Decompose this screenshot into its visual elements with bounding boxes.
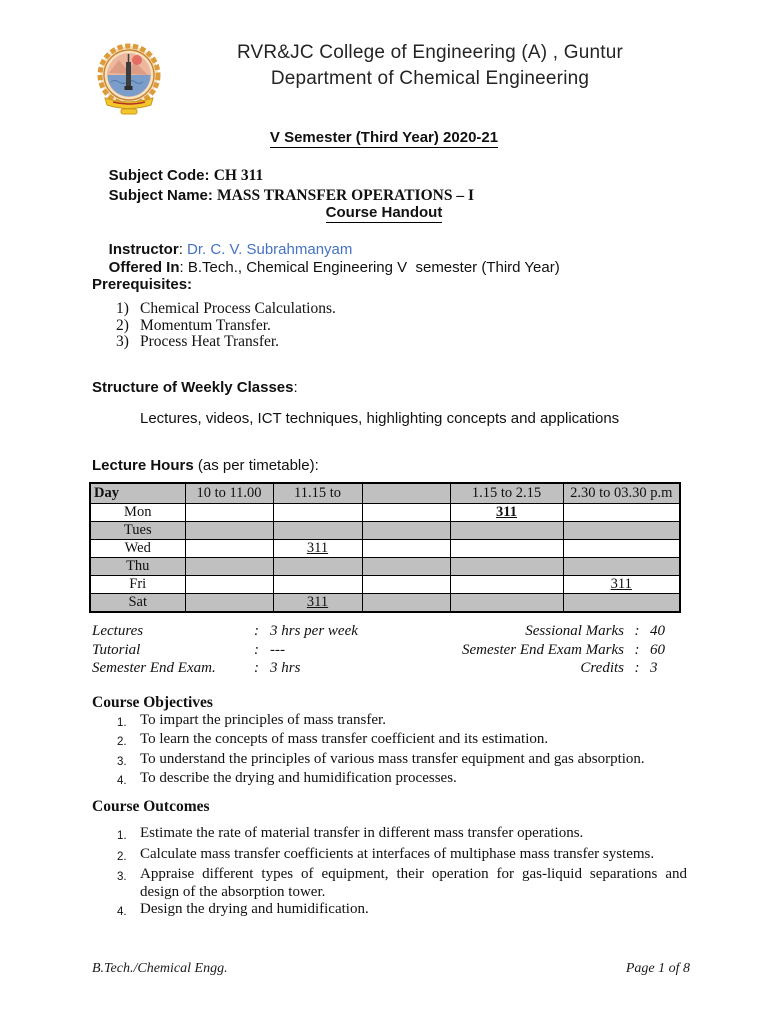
timetable-cell bbox=[362, 594, 450, 613]
timetable-cell bbox=[450, 522, 563, 540]
timetable-header-slot-1: 10 to 11.00 bbox=[185, 483, 273, 504]
info-label: Semester End Exam. bbox=[92, 660, 216, 676]
outcome-item bbox=[117, 901, 687, 922]
objective-item-text: To describe the drying and humidification processes. bbox=[140, 769, 457, 786]
timetable-cell bbox=[563, 540, 680, 558]
objective-item-number: 1. bbox=[117, 717, 127, 729]
objective-item-number: 4. bbox=[117, 774, 127, 787]
prerequisite-item-text: Process Heat Transfer. bbox=[140, 333, 280, 350]
timetable-cell bbox=[273, 576, 362, 594]
timetable-day: Thu bbox=[90, 558, 185, 576]
room-number: 311 bbox=[496, 504, 517, 520]
outcome-item-text: Design the drying and humidification. bbox=[140, 901, 369, 917]
subject-name-label: Subject Name: bbox=[108, 187, 218, 204]
offered-in-label: Offered In bbox=[108, 259, 180, 276]
course-handout-heading-text: Course Handout bbox=[325, 204, 443, 221]
timetable-cell bbox=[362, 522, 450, 540]
semester-heading bbox=[0, 129, 768, 148]
prerequisite-item bbox=[116, 301, 336, 318]
lecture-hours-heading bbox=[92, 457, 319, 474]
timetable-header-slot-2: 11.15 to bbox=[273, 483, 362, 504]
lecture-hours-table bbox=[89, 482, 681, 613]
outcome-item bbox=[117, 846, 687, 867]
course-outcomes-list bbox=[117, 825, 687, 922]
subject-code-label: Subject Code: bbox=[108, 167, 214, 184]
document-header bbox=[180, 40, 680, 92]
timetable-cell bbox=[185, 504, 273, 522]
room-number: 311 bbox=[610, 576, 632, 592]
info-row-tutorial bbox=[92, 641, 392, 660]
timetable-day: Mon bbox=[90, 504, 185, 522]
info-separator: : bbox=[254, 641, 259, 658]
prerequisites-heading: Prerequisites: bbox=[92, 276, 193, 293]
subject-code-value: CH 311 bbox=[213, 167, 264, 184]
course-objectives-heading: Course Objectives bbox=[92, 694, 213, 711]
prerequisite-item-text: Momentum Transfer. bbox=[140, 316, 271, 334]
outcome-item-number: 2. bbox=[117, 850, 127, 863]
outcome-item bbox=[117, 825, 687, 846]
info-value: 3 bbox=[650, 660, 658, 676]
room-number: 311 bbox=[306, 540, 329, 556]
timetable-cell bbox=[273, 504, 362, 522]
department-name: Department of Chemical Engineering bbox=[270, 68, 590, 89]
objective-item-number: 2. bbox=[117, 736, 127, 749]
timetable-header-slot-3 bbox=[362, 483, 450, 504]
timetable-cell bbox=[185, 522, 273, 540]
timetable-cell bbox=[362, 504, 450, 522]
info-separator: : bbox=[634, 623, 640, 639]
offered-in-separator: : bbox=[179, 259, 188, 276]
timetable-header-row bbox=[90, 483, 680, 504]
timetable-cell bbox=[273, 540, 362, 558]
outcome-item bbox=[117, 866, 687, 901]
timetable-cell bbox=[450, 576, 563, 594]
prerequisite-item-number: 2) bbox=[116, 316, 129, 334]
timetable-row-mon bbox=[90, 504, 680, 522]
info-separator: : bbox=[254, 623, 259, 639]
info-value: 60 bbox=[650, 641, 665, 658]
timetable-cell bbox=[273, 522, 362, 540]
objective-item bbox=[117, 770, 687, 789]
info-value: --- bbox=[270, 641, 285, 658]
course-info-right bbox=[380, 622, 678, 678]
info-value: 3 hrs per week bbox=[270, 623, 358, 639]
timetable-cell bbox=[185, 594, 273, 613]
objective-item-text: To understand the principles of various mass transfer equipment and gas absorption. bbox=[140, 750, 645, 767]
info-label: Sessional Marks bbox=[525, 623, 624, 639]
college-name: RVR&JC College of Engineering (A) , Guntur bbox=[236, 42, 624, 63]
timetable-cell bbox=[450, 540, 563, 558]
weekly-structure-heading-colon: : bbox=[293, 379, 298, 396]
course-handout-heading bbox=[0, 204, 768, 223]
info-separator: : bbox=[634, 641, 640, 658]
info-separator: : bbox=[254, 660, 259, 676]
timetable-cell bbox=[450, 504, 563, 522]
course-objectives-list bbox=[117, 712, 687, 789]
instructor-label: Instructor bbox=[108, 241, 179, 258]
timetable-row-sat bbox=[90, 594, 680, 613]
prerequisite-item-number: 3) bbox=[116, 333, 129, 350]
info-label: Lectures bbox=[92, 623, 144, 639]
timetable-header-day: Day bbox=[90, 483, 185, 504]
timetable-cell bbox=[185, 576, 273, 594]
info-row-credits bbox=[380, 659, 678, 678]
timetable-cell bbox=[185, 540, 273, 558]
outcome-item-number: 1. bbox=[117, 830, 127, 842]
weekly-structure-heading-bold: Structure of Weekly Classes bbox=[92, 379, 294, 396]
timetable-header-slot-5: 2.30 to 03.30 p.m bbox=[563, 483, 680, 504]
timetable-day: Wed bbox=[90, 540, 185, 558]
objective-item bbox=[117, 751, 687, 770]
info-row-lectures bbox=[92, 622, 392, 641]
room-number: 311 bbox=[306, 594, 329, 610]
info-label: Semester End Exam Marks bbox=[461, 641, 624, 658]
outcome-item-text: Estimate the rate of material transfer in different mass transfer operations. bbox=[140, 825, 584, 841]
timetable-cell bbox=[563, 504, 680, 522]
timetable-header-slot-4: 1.15 to 2.15 bbox=[450, 483, 563, 504]
college-logo bbox=[92, 42, 166, 120]
objective-item bbox=[117, 731, 687, 750]
info-row-semester-end-exam bbox=[92, 659, 392, 678]
timetable-cell bbox=[563, 594, 680, 613]
timetable-row-fri bbox=[90, 576, 680, 594]
page-footer bbox=[92, 961, 690, 977]
info-value: 3 hrs bbox=[270, 660, 301, 676]
prerequisite-item bbox=[116, 318, 336, 335]
outcome-item-number: 4. bbox=[117, 906, 127, 918]
timetable-day: Sat bbox=[90, 594, 185, 613]
outcome-item-text: Calculate mass transfer coefficients at interfaces of multiphase mass transfer systems. bbox=[140, 845, 655, 862]
semester-heading-text: V Semester (Third Year) 2020-21 bbox=[269, 129, 499, 146]
course-outcomes-heading: Course Outcomes bbox=[92, 798, 210, 815]
timetable-cell bbox=[563, 558, 680, 576]
course-info-left bbox=[92, 622, 392, 678]
timetable-cell bbox=[273, 558, 362, 576]
info-row-sessional-marks bbox=[380, 622, 678, 641]
timetable-cell bbox=[362, 558, 450, 576]
weekly-structure-heading bbox=[92, 379, 298, 396]
objective-item-text: To learn the concepts of mass transfer coefficient and its estimation. bbox=[140, 731, 549, 748]
timetable-cell bbox=[563, 576, 680, 594]
offered-in-value: B.Tech., Chemical Engineering V semester (Third Year) bbox=[187, 259, 560, 276]
prerequisite-item bbox=[116, 334, 336, 351]
info-value: 40 bbox=[650, 623, 665, 639]
timetable-row-tues bbox=[90, 522, 680, 540]
timetable-cell bbox=[450, 594, 563, 613]
prerequisite-item-text: Chemical Process Calculations. bbox=[140, 300, 336, 317]
timetable-day: Tues bbox=[90, 522, 185, 540]
objective-item-number: 3. bbox=[117, 755, 127, 768]
timetable-cell bbox=[362, 540, 450, 558]
timetable-row-thu bbox=[90, 558, 680, 576]
subject-name-value: MASS TRANSFER OPERATIONS – I bbox=[217, 187, 474, 204]
prerequisites-list bbox=[116, 301, 336, 351]
footer-program: B.Tech./Chemical Engg. bbox=[92, 961, 228, 976]
outcome-item-text: Appraise different types of equipment, their operation for gas-liquid separations and design of the absorption tower. bbox=[140, 866, 687, 900]
instructor-name-link[interactable]: Dr. C. V. Subrahmanyam bbox=[187, 241, 353, 258]
weekly-structure-text: Lectures, videos, ICT techniques, highlighting concepts and applications bbox=[140, 410, 620, 427]
lecture-hours-heading-bold: Lecture Hours bbox=[92, 457, 194, 474]
timetable-day: Fri bbox=[90, 576, 185, 594]
info-label: Tutorial bbox=[92, 641, 141, 658]
footer-page-number: Page 1 of 8 bbox=[625, 961, 690, 976]
college-emblem-icon bbox=[92, 42, 166, 120]
timetable-row-wed bbox=[90, 540, 680, 558]
prerequisite-item-number: 1) bbox=[116, 300, 129, 317]
objective-item-text: To impart the principles of mass transfer. bbox=[140, 712, 386, 728]
objective-item bbox=[117, 712, 687, 731]
timetable-cell bbox=[362, 576, 450, 594]
timetable-cell bbox=[563, 522, 680, 540]
timetable-cell bbox=[450, 558, 563, 576]
lecture-hours-heading-rest: (as per timetable): bbox=[193, 457, 319, 474]
info-label: Credits bbox=[580, 660, 624, 676]
timetable-cell bbox=[185, 558, 273, 576]
timetable-cell bbox=[273, 594, 362, 613]
outcome-item-number: 3. bbox=[117, 871, 127, 883]
info-row-semester-end-exam-marks bbox=[380, 641, 678, 660]
info-separator: : bbox=[634, 660, 640, 676]
instructor-separator: : bbox=[178, 241, 188, 258]
